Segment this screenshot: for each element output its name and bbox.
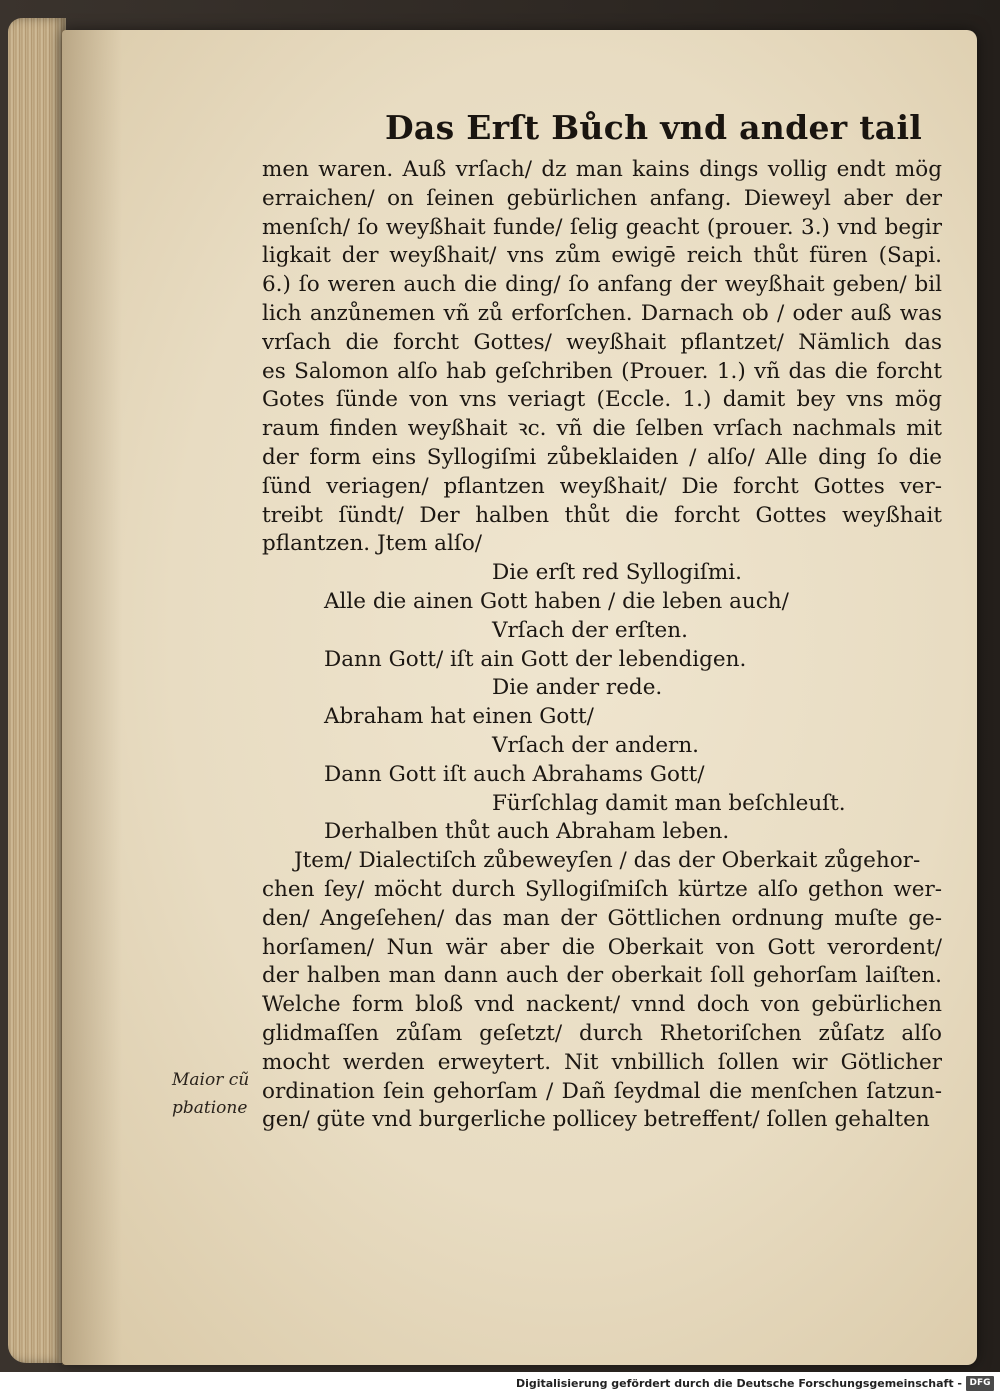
text-line: Dann Gott/ iſt ain Gott der lebendigen. (324, 646, 747, 672)
text-line: es Salomon alſo hab geſchriben (Prouer. 1.) vñ das die forcht (262, 358, 942, 384)
text-line: glidmaſſen zůſam geſetzt/ durch Rhetoriſchen zůſatz alſo (262, 1020, 942, 1046)
text-line: gen/ güte vnd burgerliche pollicey betreffent/ ſollen gehalten (262, 1107, 930, 1133)
text-line: Die ander rede. (492, 675, 663, 701)
text-line: Welche form bloß vnd nackent/ vnnd doch von gebürlichen (262, 992, 942, 1018)
marginal-note-line-1: Maior cũ (172, 1070, 250, 1090)
text-line: erraichen/ on ſeinen gebürlichen anfang. Dieweyl aber der (262, 185, 942, 211)
footer-credit: Digitalisierung gefördert durch die Deutsche Forschungsgemeinschaft - (515, 1377, 962, 1390)
text-line: ſünd veriagen/ pflantzen weyßhait/ Die forcht Gottes ver- (262, 473, 942, 499)
text-line: Vrſach der andern. (492, 732, 700, 758)
running-head: Das Erſt Bůch vnd ander tail (385, 108, 923, 147)
text-line: Vrſach der erſten. (492, 617, 688, 643)
text-line: Fürſchlag damit man beſchleuſt. (492, 790, 846, 816)
text-line: lich anzůnemen vñ zů erforſchen. Darnach ob / oder auß was (262, 300, 942, 326)
text-line: ordination ſein gehorſam / Dañ ſeydmal die menſchen ſatzun- (262, 1078, 942, 1104)
text-line: Gotes ſünde von vns veriagt (Eccle. 1.) damit bey vns mög (262, 387, 942, 413)
text-line: Abraham hat einen Gott/ (324, 704, 594, 730)
dfg-logo: DFG (966, 1376, 994, 1391)
text-line: menſch/ ſo weyßhait funde/ ſelig geacht (prouer. 3.) vnd begir (262, 214, 942, 240)
text-line: treibt ſündt/ Der halben thůt die forcht Gottes weyßhait (262, 502, 942, 528)
text-line: raum finden weyßhait ꝛc. vñ die ſelben vrſach nachmals mit (262, 416, 942, 442)
body-text (262, 156, 942, 1135)
text-line: der halben man dann auch der oberkait ſoll gehorſam laiſten. (262, 963, 942, 989)
text-line: Dann Gott iſt auch Abrahams Gott/ (324, 761, 705, 787)
marginal-note (172, 1066, 262, 1122)
footer-bar (0, 1372, 1000, 1396)
text-line: den/ Angeſehen/ das man der Göttlichen ordnung muſte ge- (262, 905, 942, 931)
text-line: der form eins Syllogiſmi zůbeklaiden / alſo/ Alle ding ſo die (262, 444, 942, 470)
text-line: chen ſey/ möcht durch Syllogiſmiſch kürtze alſo gethon wer- (262, 876, 942, 902)
text-line: Alle die ainen Gott haben / die leben auch/ (324, 588, 789, 614)
text-line: vrſach die forcht Gottes/ weyßhait pflantzet/ Nämlich das (262, 329, 942, 355)
text-line: horſamen/ Nun wär aber die Oberkait von Gott verordent/ (262, 934, 942, 960)
text-line: mocht werden erweytert. Nit vnbillich ſollen wir Götlicher (262, 1049, 942, 1075)
book-page-edges (8, 18, 66, 1363)
text-line: pflantzen. Jtem alſo/ (262, 531, 483, 557)
marginal-note-line-2: pbatione (172, 1098, 248, 1118)
text-line: Jtem/ Dialectiſch zůbeweyſen / das der Oberkait zůgehor- (294, 848, 921, 874)
text-line: ligkait der weyßhait/ vns zům ewigē reich thůt füren (Sapi. (262, 243, 942, 269)
text-line: men waren. Auß vrſach/ dz man kains dings vollig endt mög (262, 157, 942, 182)
text-line: Derhalben thůt auch Abraham leben. (324, 819, 730, 845)
text-line: Die erſt red Syllogiſmi. (492, 560, 742, 586)
text-line: 6.) ſo weren auch die ding/ ſo anfang der weyßhait geben/ bil (262, 272, 942, 298)
